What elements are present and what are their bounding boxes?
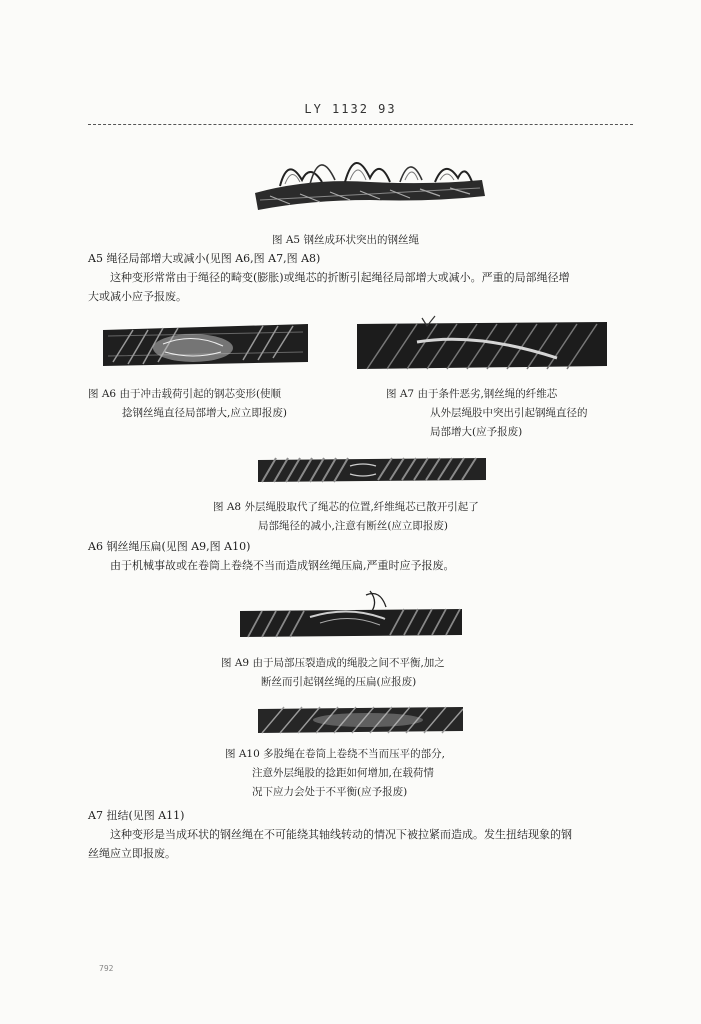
section-a7-line-1: 这种变形是当成环状的钢丝绳在不可能绕其轴线转动的情况下被拉紧而造成。发生扭结现象的钢 [110, 828, 572, 841]
figure-a10-caption-line-3: 况下应力会处于不平衡(应予报废) [252, 786, 408, 798]
figure-a5-caption: 图 A5 钢丝成环状突出的钢丝绳 [272, 234, 419, 246]
figure-a9-caption-line-1: 图 A9 由于局部压裂造成的绳股之间不平衡,加之 [221, 657, 445, 669]
figure-a10-caption [225, 745, 445, 802]
figure-a7-caption-line-2: 从外层绳股中突出引起钢绳直径的 [430, 407, 588, 419]
figure-a10-caption-line-2: 注意外层绳股的捻距如何增加,在载荷情 [252, 767, 434, 779]
section-a7-paragraph [88, 825, 633, 863]
section-a6-line-1: 由于机械事故或在卷筒上卷绕不当而造成钢丝绳压扁,严重时应予报废。 [110, 559, 455, 572]
section-a6-paragraph [110, 556, 630, 575]
figure-a7-caption [386, 385, 588, 442]
figure-a7-caption-line-3: 局部增大(应予报废) [430, 426, 523, 438]
section-a7-heading: A7 扭结(见图 A11) [88, 809, 185, 822]
section-a7-line-2: 丝绳应立即报废。 [88, 847, 176, 860]
figure-a7-rope-core-protrusion [357, 314, 607, 374]
section-a5-line-2: 大或减小应予报废。 [88, 290, 187, 303]
section-a5-heading: A5 绳径局部增大或减小(见图 A6,图 A7,图 A8) [88, 252, 321, 265]
figure-a8-caption-line-1: 图 A8 外层绳股取代了绳芯的位置,纤维绳芯已散开引起了 [213, 501, 479, 513]
figure-a10-rope-pressed [258, 705, 463, 735]
figure-a7-caption-line-1: 图 A7 由于条件恶劣,钢丝绳的纤维芯 [386, 388, 558, 400]
figure-a9-rope-flattened [240, 583, 462, 643]
section-a5-line-1: 这种变形常常由于绳径的畸变(膨胀)或绳芯的折断引起绳径局部增大或减小。严重的局部绳径增 [110, 271, 570, 284]
header-rule [88, 124, 633, 125]
section-a5-paragraph [88, 268, 633, 306]
figure-a6-rope-bulge [103, 322, 308, 370]
figure-a8-caption [213, 498, 479, 536]
figure-a9-caption [221, 654, 445, 692]
page-number: 792 [99, 964, 114, 973]
figure-a6-caption-line-2: 捻钢丝绳直径局部增大,应立即报废) [122, 407, 287, 419]
figure-a5-rope-loops [250, 138, 490, 213]
figure-a10-caption-line-1: 图 A10 多股绳在卷筒上卷绕不当而压平的部分, [225, 748, 445, 760]
section-a6-heading: A6 钢丝绳压扁(见图 A9,图 A10) [88, 540, 251, 553]
figure-a6-caption-line-1: 图 A6 由于冲击载荷引起的钢芯变形(使顺 [88, 388, 282, 400]
figure-a8-rope-reduced [258, 454, 486, 486]
figure-a8-caption-line-2: 局部绳径的减小,注意有断丝(应立即报废) [258, 520, 449, 532]
page-header: LY 1132 93 [304, 102, 397, 116]
figure-a6-caption [88, 385, 287, 423]
figure-a9-caption-line-2: 断丝而引起钢丝绳的压扁(应报废) [261, 676, 417, 688]
